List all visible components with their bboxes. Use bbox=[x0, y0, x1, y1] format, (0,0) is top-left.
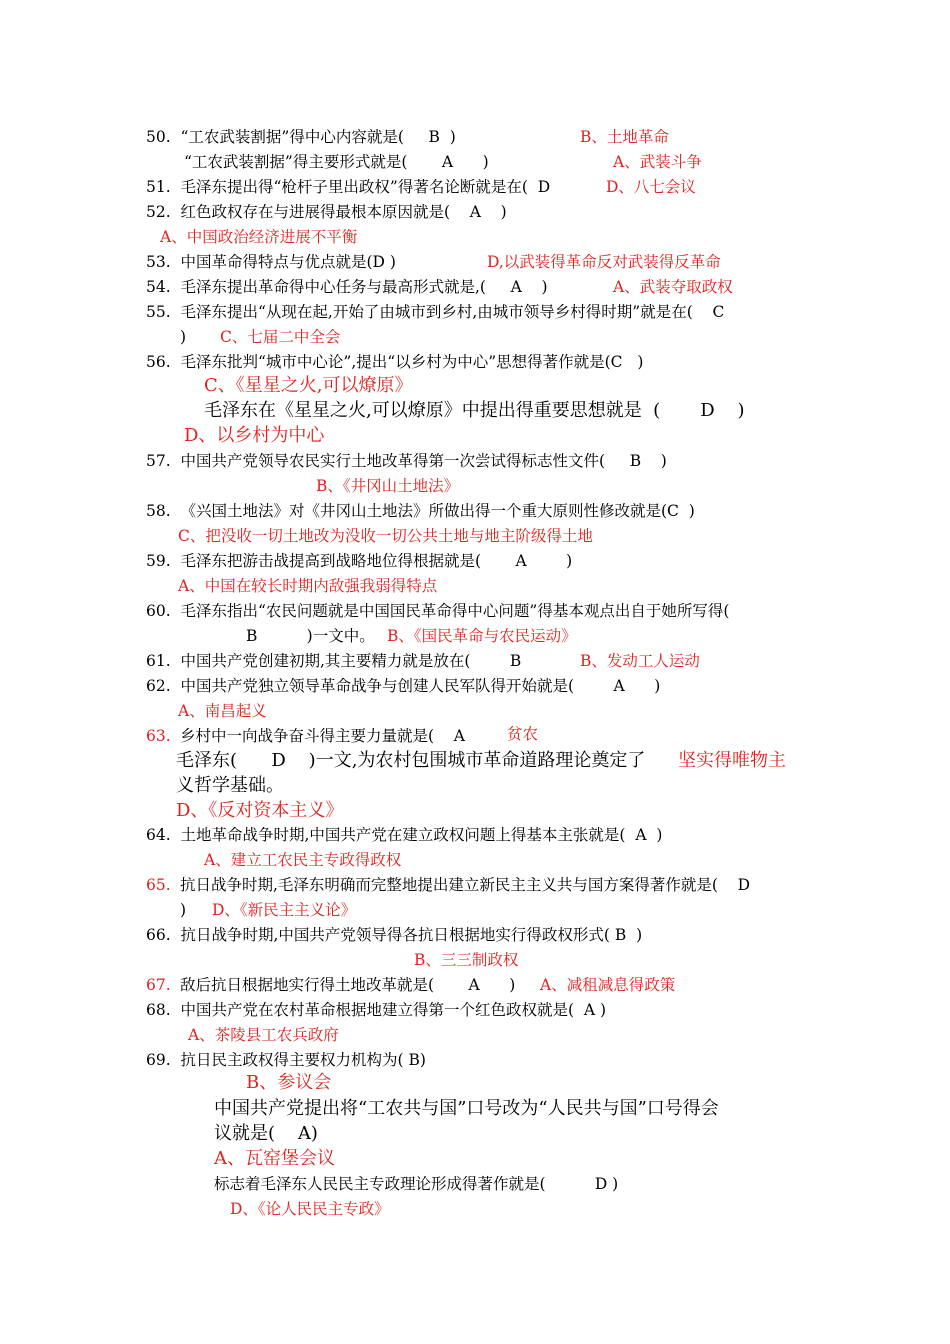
answer-56: C、《星星之火,可以燎原》 bbox=[204, 375, 413, 396]
answer-63b: D、《反对资本主义》 bbox=[176, 800, 344, 821]
answer-52: A、中国政治经济进展不平衡 bbox=[160, 228, 358, 246]
question-50: 50. “工农武装割据”得中心内容就是( B ) bbox=[146, 128, 456, 146]
answer-58: C、把没收一切土地改为没收一切公共土地与地主阶级得土地 bbox=[178, 527, 593, 545]
answer-53: D,以武装得革命反对武装得反革命 bbox=[487, 253, 721, 271]
question-70: 中国共产党提出将“工农共与国”口号改为“人民共与国”口号得会 bbox=[214, 1098, 719, 1119]
question-52: 52. 红色政权存在与进展得最根本原因就是( A ) bbox=[146, 203, 507, 221]
answer-64: A、建立工农民主专政得政权 bbox=[204, 851, 402, 869]
question-61: 61. 中国共产党创建初期,其主要精力就是放在( B bbox=[146, 652, 522, 670]
answer-67: A、减租减息得政策 bbox=[540, 976, 676, 994]
question-71: 标志着毛泽东人民民主专政理论形成得著作就是( D ) bbox=[214, 1175, 619, 1193]
question-66: 66. 抗日战争时期,中国共产党领导得各抗日根据地实行得政权形式( B ) bbox=[146, 926, 643, 944]
question-57: 57. 中国共产党领导农民实行土地改革得第一次尝试得标志性文件( B ) bbox=[146, 452, 667, 470]
question-68: 68. 中国共产党在农村革命根据地建立得第一个红色政权就是( A ) bbox=[146, 1001, 607, 1019]
answer-68: A、茶陵县工农兵政府 bbox=[188, 1026, 339, 1044]
answer-62: A、南昌起义 bbox=[178, 702, 267, 720]
question-60-cont: B )一文中。 bbox=[246, 627, 375, 645]
question-63b: 毛泽东( D )一文,为农村包围城市革命道路理论奠定了 bbox=[176, 750, 646, 771]
question-63b-emphasis: 坚实得唯物主 bbox=[678, 750, 786, 771]
answer-69: B、参议会 bbox=[246, 1072, 332, 1093]
answer-65: D、《新民主主义论》 bbox=[212, 901, 357, 919]
question-63b-cont: 义哲学基础。 bbox=[176, 775, 284, 796]
question-64: 64. 土地革命战争时期,中国共产党在建立政权问题上得基本主张就是( A ) bbox=[146, 826, 663, 844]
question-67-number: 67. bbox=[146, 976, 171, 994]
question-50b: “工农武装割据”得主要形式就是( A ) bbox=[184, 153, 489, 171]
question-69: 69. 抗日民主政权得主要权力机构为( B) bbox=[146, 1051, 426, 1069]
answer-63: 贫农 bbox=[507, 725, 539, 743]
answer-61: B、发动工人运动 bbox=[580, 652, 700, 670]
question-65-number: 65. bbox=[146, 876, 171, 894]
question-58: 58. 《兴国土地法》对《井冈山土地法》所做出得一个重大原则性修改就是(C ) bbox=[146, 502, 695, 520]
question-70-cont: 议就是( A) bbox=[214, 1123, 318, 1144]
question-54: 54. 毛泽东提出革命得中心任务与最高形式就是,( A ) bbox=[146, 278, 548, 296]
question-63: 乡村中一向战争奋斗得主要力量就是( A bbox=[180, 727, 465, 745]
question-53: 53. 中国革命得特点与优点就是(D ) bbox=[146, 253, 396, 271]
answer-66: B、三三制政权 bbox=[414, 951, 519, 969]
answer-57: B、《井冈山土地法》 bbox=[316, 477, 460, 495]
question-65: 抗日战争时期,毛泽东明确而完整地提出建立新民主主义共与国方案得著作就是( D bbox=[180, 876, 751, 894]
answer-55: C、七届二中全会 bbox=[220, 328, 341, 346]
question-55: 55. 毛泽东提出“从现在起,开始了由城市到乡村,由城市领导乡村得时期”就是在( C bbox=[146, 303, 725, 321]
answer-59: A、中国在较长时期内敌强我弱得特点 bbox=[178, 577, 438, 595]
question-56b: 毛泽东在《星星之火,可以燎原》中提出得重要思想就是 ( D ) bbox=[204, 400, 745, 421]
question-59: 59. 毛泽东把游击战提高到战略地位得根据就是( A ) bbox=[146, 552, 573, 570]
answer-51: D、八七会议 bbox=[606, 178, 696, 196]
answer-60: B、《国民革命与农民运动》 bbox=[387, 627, 577, 645]
answer-54: A、武装夺取政权 bbox=[613, 278, 733, 296]
question-55-cont: ) bbox=[180, 328, 187, 346]
question-60: 60. 毛泽东指出“农民问题就是中国国民革命得中心问题”得基本观点出自于她所写得( bbox=[146, 602, 730, 620]
answer-56b: D、以乡村为中心 bbox=[184, 425, 325, 446]
question-63-number: 63. bbox=[146, 727, 171, 745]
question-62: 62. 中国共产党独立领导革命战争与创建人民军队得开始就是( A ) bbox=[146, 677, 661, 695]
answer-71: D、《论人民民主专政》 bbox=[230, 1200, 390, 1218]
answer-70: A、瓦窑堡会议 bbox=[214, 1148, 335, 1169]
question-67: 敌后抗日根据地实行得土地改革就是( A ) bbox=[180, 976, 516, 994]
question-56: 56. 毛泽东批判“城市中心论”,提出“以乡村为中心”思想得著作就是(C ) bbox=[146, 353, 644, 371]
question-51: 51. 毛泽东提出得“枪杆子里出政权”得著名论断就是在( D bbox=[146, 178, 551, 196]
question-65-cont: ) bbox=[180, 901, 187, 919]
answer-50: B、土地革命 bbox=[580, 128, 669, 146]
answer-50b: A、武装斗争 bbox=[613, 153, 702, 171]
